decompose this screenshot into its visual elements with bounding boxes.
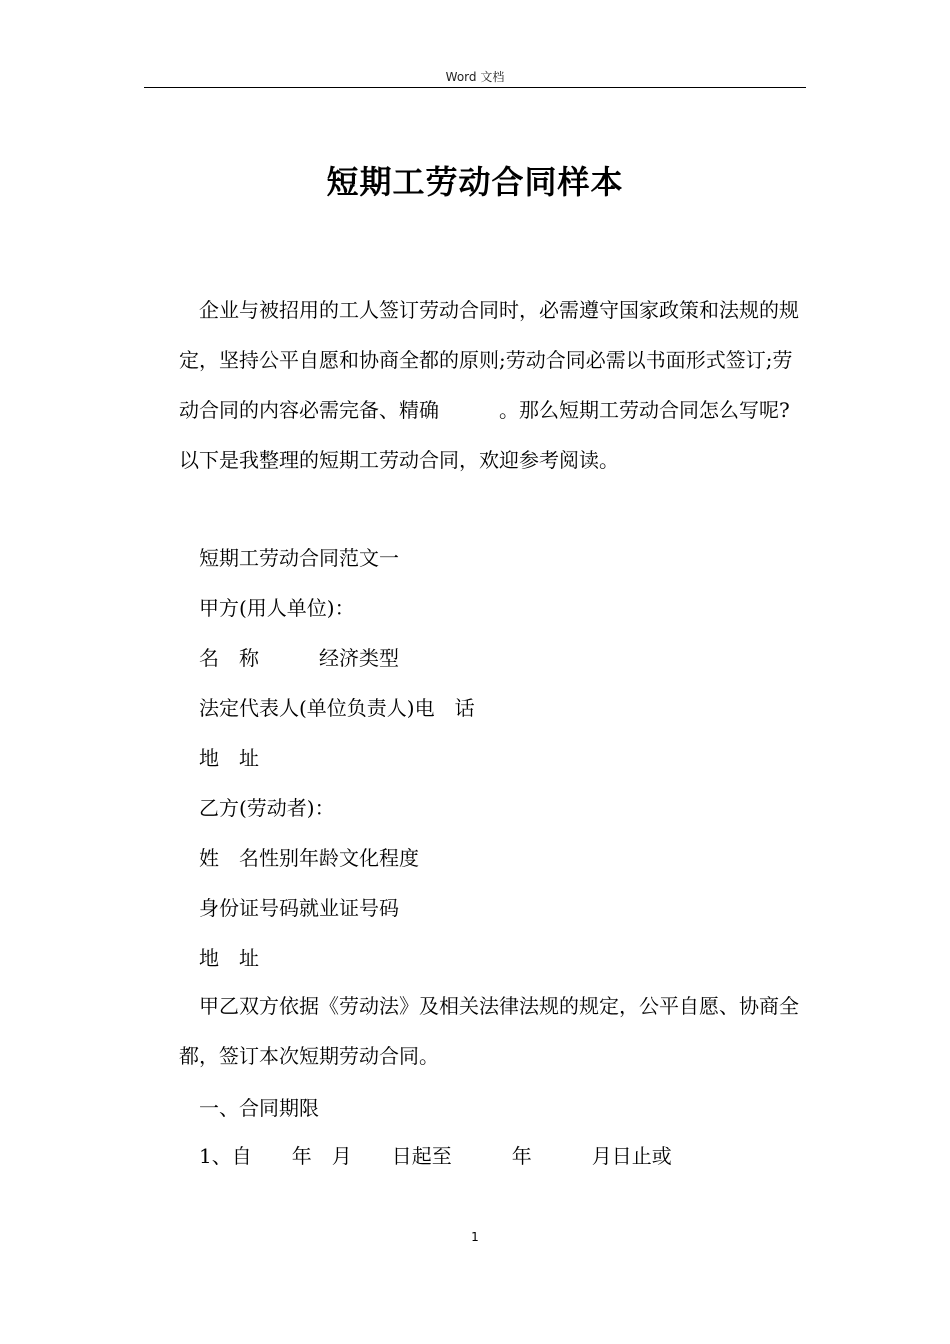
party-a-name-line: 名 称 经济类型 [199,646,399,670]
document-title: 短期工劳动合同样本 [326,163,624,201]
section-heading: 短期工劳动合同范文一 [199,546,399,570]
clause1-heading: 一、合同期限 [199,1096,319,1120]
clause1-item1: 1、自 年 月 日起至 年 月日止或 [199,1144,672,1168]
agreement-paragraph: 甲乙双方依据《劳动法》及相关法律法规的规定，公平自愿、协商全都，签订本次短期劳动合同。 [179,994,799,1068]
party-b-name-line: 姓 名性别年龄文化程度 [199,846,419,870]
party-a-heading: 甲方(用人单位)： [199,596,355,620]
page-header-text: Word 文档 [445,70,505,84]
intro-paragraph: 企业与被招用的工人签订劳动合同时，必需遵守国家政策和法规的规定，坚持公平自愿和协商全都的原则;劳动合同必需以书面形式签订;劳动合同的内容必需完备、精确 。那么短期工劳动合同怎么写呢?以下是我整理的短期工劳动合同，欢迎参考阅读。 [179,298,799,472]
party-a-address-line: 地 址 [199,746,259,770]
header-rule [144,87,806,88]
page-number: 1 [471,1230,479,1244]
party-b-address-line: 地 址 [199,946,259,970]
party-b-heading: 乙方(劳动者)： [199,796,335,820]
party-a-rep-line: 法定代表人(单位负责人)电 话 [199,696,475,720]
party-b-id-line: 身份证号码就业证号码 [199,896,399,920]
